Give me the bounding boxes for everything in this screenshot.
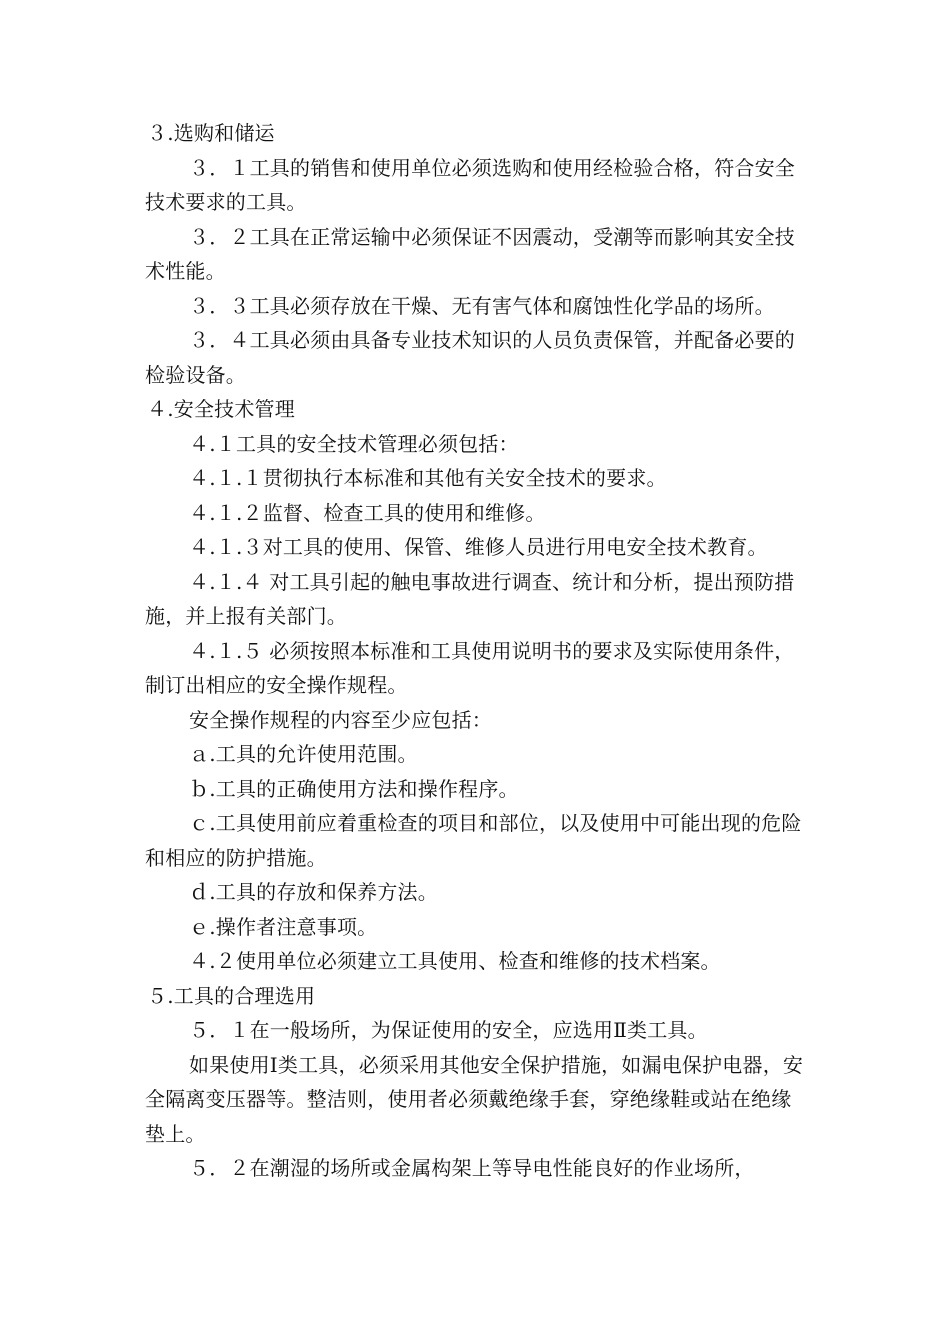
document-body (145, 116, 810, 1186)
paragraph-4-1-1: ４.１.１贯彻执行本标准和其他有关安全技术的要求。 (189, 466, 667, 490)
paragraph-5-1: ５．１在一般场所，为保证使用的安全，应选用Ⅱ类工具。 (189, 1018, 708, 1042)
paragraph-4-1-5: ４.１.５ 必须按照本标准和工具使用说明书的要求及实际使用条件，制订出相应的安全操作规程。 (145, 638, 795, 697)
list-item-b: ｂ.工具的正确使用方法和操作程序。 (189, 776, 519, 801)
list-item-e: ｅ.操作者注意事项。 (189, 914, 378, 939)
list-item-d: ｄ.工具的存放和保养方法。 (189, 880, 438, 904)
paragraph-class-i-tools: 如果使用Ⅰ类工具，必须采用其他安全保护措施，如漏电保护电器，安全隔离变压器等。整洁则，使用者必须戴绝缘手套，穿绝缘鞋或站在绝缘垫上。 (145, 1052, 804, 1146)
paragraph-4-1-4: ４.１.４ 对工具引起的触电事故进行调查、统计和分析，提出预防措施，并上报有关部门。 (145, 569, 795, 628)
paragraph-3-3: ３．３工具必须存放在干燥、无有害气体和腐蚀性化学品的场所。 (189, 293, 775, 318)
paragraph-3-1: ３．１工具的销售和使用单位必须选购和使用经检验合格，符合安全技术要求的工具。 (145, 155, 795, 214)
list-item-c: ｃ.工具使用前应着重检查的项目和部位，以及使用中可能出现的危险和相应的防护措施。 (145, 811, 802, 870)
paragraph-operating-rules-intro: 安全操作规程的内容至少应包括： (189, 707, 492, 732)
paragraph-3-4: ３．４工具必须由具备专业技术知识的人员负责保管，并配备必要的检验设备。 (145, 328, 795, 387)
paragraph-3-2: ３．２工具在正常运输中必须保证不因震动，受潮等而影响其安全技术性能。 (145, 224, 795, 283)
section-heading-3: ３.选购和储运 (147, 121, 275, 145)
paragraph-4-1-3: ４.１.３对工具的使用、保管、维修人员进行用电安全技术教育。 (189, 535, 768, 559)
section-heading-4: ４.安全技术管理 (147, 397, 295, 421)
paragraph-4-1: ４.１工具的安全技术管理必须包括： (189, 431, 519, 456)
list-item-a: ａ.工具的允许使用范围。 (189, 742, 418, 766)
section-heading-5: ５.工具的合理选用 (147, 983, 316, 1008)
paragraph-4-2: ４.２使用单位必须建立工具使用、检查和维修的技术档案。 (189, 949, 721, 973)
paragraph-4-1-2: ４.１.２监督、检查工具的使用和维修。 (189, 500, 546, 525)
paragraph-5-2: ５．２在潮湿的场所或金属构架上等导电性能良好的作业场所， (189, 1156, 755, 1180)
